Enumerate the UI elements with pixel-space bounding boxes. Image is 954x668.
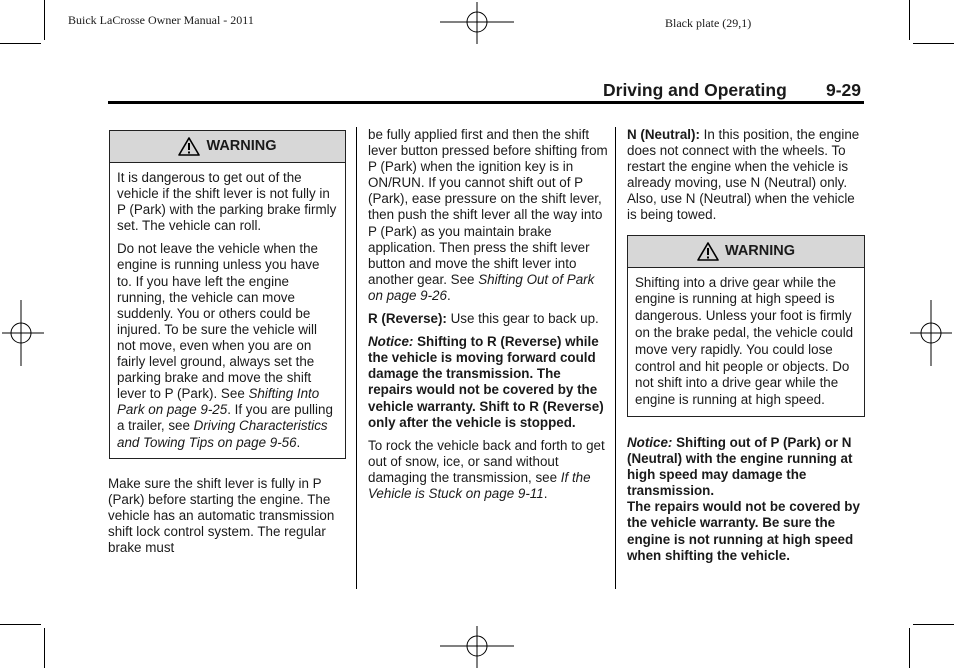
body-paragraph	[368, 438, 608, 502]
column-2	[368, 127, 608, 502]
registration-crosshair-icon	[440, 626, 514, 668]
page-number: 9-29	[826, 80, 862, 100]
reverse-label: R (Reverse):	[368, 311, 447, 327]
warning-paragraph: It is dangerous to get out of the vehicle if the shift lever is not fully in P (Park) with the parking brake firmly set. The vehicle can roll.	[117, 170, 337, 234]
registration-crosshair-icon	[2, 300, 44, 366]
body-text: Use this gear to back up.	[446, 311, 599, 327]
notice-text: Shifting to R (Reverse) while the vehicle is moving forward could damage the transmission. The repairs would not be covered by the vehicle warranty. Shift to R (Reverse) only after the vehicle is stopped.	[368, 334, 604, 430]
warning-box	[627, 235, 865, 417]
body-text: .	[446, 287, 451, 303]
registration-crosshair-icon	[440, 2, 514, 44]
notice-paragraph	[368, 334, 608, 431]
warning-text: Do not leave the vehicle when the engine is running unless you have to. If you have left the engine running, the vehicle can move suddenly. You or others could be injured. To be sure the vehicle will not move, even when you are on fairly level ground, always set the parking brake and move the shift lever to P (Park). See	[117, 241, 320, 402]
notice-paragraph: The repairs would not be covered by the vehicle warranty. Be sure the engine is not running at high speed when shifting the vehicle.	[627, 499, 860, 563]
manual-title: Buick LaCrosse Owner Manual - 2011	[68, 13, 254, 27]
warning-title: WARNING	[724, 243, 796, 260]
plate-label: Black plate (29,1)	[665, 16, 752, 30]
warning-title: WARNING	[206, 138, 277, 155]
warning-text: .	[296, 434, 301, 450]
body-paragraph: Make sure the shift lever is fully in P (Park) before starting the engine. The vehicle has an automatic transmission shift lock control system. The regular brake must	[108, 475, 335, 555]
body-text: .	[543, 485, 548, 501]
reverse-paragraph	[368, 311, 608, 327]
header-rule	[108, 101, 864, 104]
body-text: be fully applied first and then the shift lever button pressed before shifting from P (Park) when the ignition key is in ON/RUN. If you cannot shift out of P (Park), ease pressure on the shift lever, then push the shift lever all the way into P (Park) as you maintain brake application. Then press the shift lever button and move the shift lever into another gear. See	[368, 127, 608, 287]
notice-text: Shifting out of P (Park) or N (Neutral) with the engine running at high speed may damage the transmission.	[627, 434, 853, 499]
body-text: In this position, the engine does not connect with the wheels. To restart the engine when the vehicle is already moving, use N (Neutral) only. Also, use N (Neutral) when the vehicle is being towed.	[627, 127, 860, 223]
registration-crosshair-icon	[910, 300, 952, 366]
section-title: Driving and Operating	[603, 80, 787, 100]
warning-paragraph	[117, 241, 338, 450]
warning-triangle-icon	[178, 137, 200, 156]
warning-header	[110, 131, 345, 163]
cross-reference-link[interactable]: Driving Characteristics and Towing Tips on page 9‑56	[117, 418, 328, 450]
neutral-label: N (Neutral):	[627, 127, 700, 142]
warning-header	[628, 236, 864, 268]
cross-reference-link[interactable]: Shifting Into Park on page 9‑25	[117, 386, 320, 418]
column-divider	[615, 127, 616, 589]
warning-body	[110, 163, 345, 458]
column-1	[109, 130, 346, 556]
warning-text: . If you are pulling a trailer, see	[117, 402, 333, 434]
column-divider	[356, 127, 357, 589]
notice-paragraph	[627, 435, 865, 499]
warning-box	[109, 130, 346, 459]
column-3	[627, 127, 865, 564]
warning-paragraph: Shifting into a drive gear while the engine is running at high speed is dangerous. Unless your foot is firmly on the brake pedal, the vehicle could move very rapidly. You could lose control and hit people or objects. Do not shift into a drive gear while the engine is running at high speed.	[635, 274, 854, 408]
notice-label: Notice:	[627, 434, 673, 450]
body-text: To rock the vehicle back and forth to get out of snow, ice, or sand without damaging the transmission, see	[368, 437, 605, 485]
warning-triangle-icon	[697, 242, 719, 261]
warning-body	[628, 268, 864, 416]
notice-label: Notice:	[368, 334, 414, 350]
cross-reference-link[interactable]: If the Vehicle is Stuck on page 9‑11	[368, 469, 591, 501]
neutral-paragraph	[627, 127, 865, 224]
body-paragraph	[368, 127, 608, 304]
cross-reference-link[interactable]: Shifting Out of Park on page 9‑26	[368, 271, 595, 303]
